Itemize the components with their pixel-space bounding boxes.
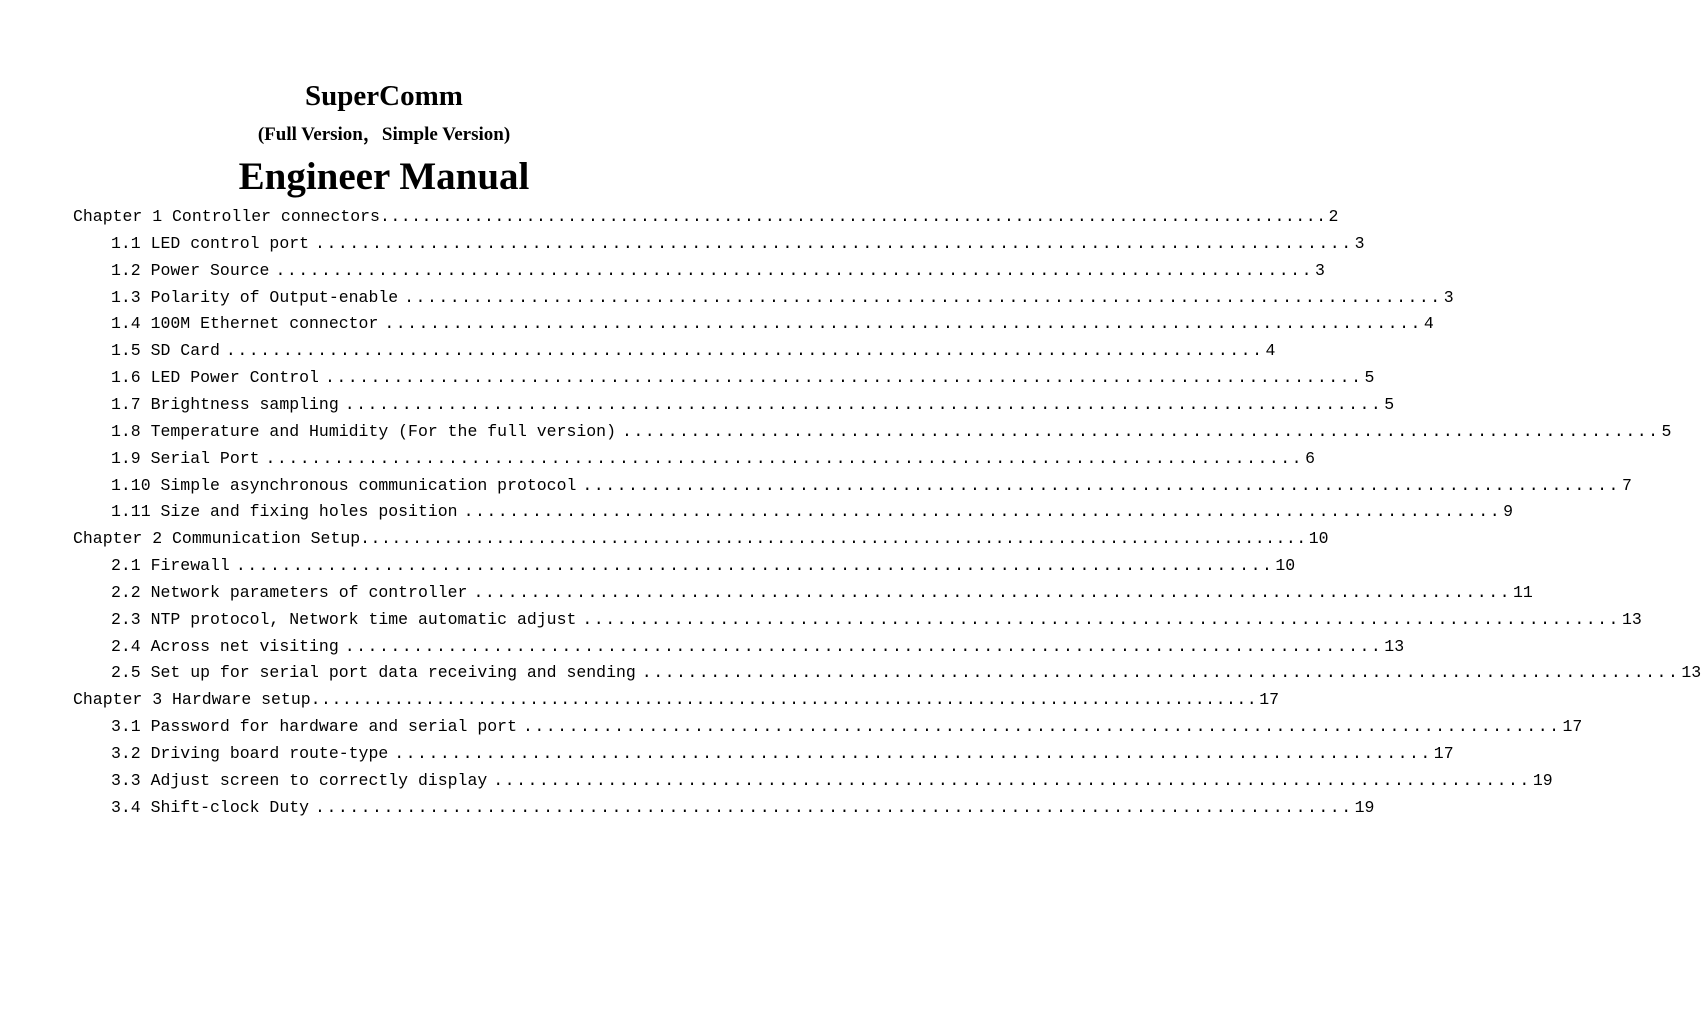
toc-dot-leader: ........................................................................................... [344,636,1383,656]
toc-page-number: 13 [1384,636,1405,656]
toc-page-number: 11 [1513,582,1533,602]
toc-page-number: 13 [1621,609,1642,629]
toc-entry-title: 1.4 100M Ethernet connector [111,314,379,334]
toc-page-number: 17 [1259,690,1279,710]
toc-section-entry[interactable] [111,552,1296,579]
toc-dot-leader: ........................................................................................... [265,448,1304,468]
toc-entry-title: Chapter 1 Controller connectors [73,207,380,226]
toc-dot-leader: ........................................................................................... [463,502,1502,522]
toc-page-number: 19 [1532,770,1553,790]
toc-dot-leader: ........................................................................................... [493,770,1531,790]
toc-entry-title: 1.8 Temperature and Humidity (For the full version) [111,421,616,441]
toc-entry-title: 3.4 Shift-clock Duty [111,797,310,817]
toc-dot-leader: ........................................................................................... [275,260,1313,280]
toc-section-entry[interactable] [111,794,1375,821]
toc-entry-title: Chapter 2 Communication Setup [73,529,361,549]
toc-page-number: 13 [1681,663,1701,683]
toc-page-number: 6 [1305,448,1315,468]
toc-section-entry[interactable] [111,579,1533,606]
toc-entry-title: 2.4 Across net visiting [111,636,339,656]
toc-section-entry[interactable] [111,391,1395,418]
toc-dot-leader: ........................................................................................... [641,663,1680,683]
toc-page-number: 10 [1275,556,1296,576]
toc-section-entry[interactable] [111,230,1365,257]
toc-page-number: 10 [1308,529,1329,549]
toc-entry-title: 2.1 Firewall [111,556,230,576]
toc-dot-leader: ........................................................................................... [473,582,1512,602]
toc-dot-leader: ........................................................................................... [225,341,1264,361]
toc-dot-leader: ........................................................................................... [379,207,1327,226]
toc-dot-leader: ........................................................................................... [360,529,1307,549]
toc-page-number: 7 [1621,475,1632,495]
toc-entry-title: 1.1 LED control port [111,233,310,253]
toc-page-number: 3 [1443,287,1454,307]
toc-dot-leader: ........................................................................................... [582,475,1620,495]
toc-section-entry[interactable] [111,337,1276,364]
toc-section-entry[interactable] [111,257,1325,284]
toc-chapter-entry[interactable] [73,686,1279,713]
toc-section-entry[interactable] [111,445,1315,472]
toc-entry-title: 1.7 Brightness sampling [111,394,339,414]
toc-dot-leader: ........................................................................................... [404,287,1442,307]
toc-entry-title: 1.5 SD Card [111,341,220,361]
toc-section-entry[interactable] [111,606,1642,633]
toc-page-number: 5 [1661,421,1672,441]
toc-dot-leader: ........................................................................................... [315,233,1353,253]
toc-entry-title: 1.9 Serial Port [111,448,260,468]
toc-page-number: 3 [1354,233,1365,253]
toc-page-number: 5 [1384,394,1395,414]
toc-dot-leader: ........................................................................................... [315,797,1353,817]
toc-dot-leader: ........................................................................................... [522,717,1561,737]
toc-section-entry[interactable] [111,284,1454,311]
toc-dot-leader: ........................................................................................... [324,368,1363,388]
toc-section-entry[interactable] [111,740,1454,767]
toc-section-entry[interactable] [111,498,1514,525]
toc-section-entry[interactable] [111,767,1553,794]
toc-entry-title: 3.2 Driving board route-type [111,744,389,763]
toc-dot-leader: ........................................................................................... [621,421,1660,441]
toc-page-number: 17 [1562,717,1583,737]
toc-page-number: 5 [1364,368,1375,388]
product-name: SuperComm [305,80,463,112]
toc-section-entry[interactable] [111,418,1672,445]
toc-entry-title: 1.2 Power Source [111,260,270,280]
toc-dot-leader: ........................................................................................... [235,556,1274,576]
toc-section-entry[interactable] [111,659,1701,686]
toc-entry-title: 1.6 LED Power Control [111,368,319,388]
toc-entry-title: 1.10 Simple asynchronous communication protocol [111,475,577,495]
toc-page-number: 9 [1503,502,1514,522]
toc-section-entry[interactable] [111,472,1632,499]
toc-section-entry[interactable] [111,633,1405,660]
toc-section-entry[interactable] [111,713,1583,740]
toc-entry-title: 2.2 Network parameters of controller [111,582,468,602]
toc-entry-title: 2.5 Set up for serial port data receiving and sending [111,663,636,683]
manual-title: Engineer Manual [238,155,530,198]
toc-dot-leader: ........................................................................................... [310,690,1258,710]
toc-page-number: 2 [1328,207,1339,226]
toc-section-entry[interactable] [111,364,1375,391]
toc-entry-title: 2.3 NTP protocol, Network time automatic adjust [111,609,577,629]
toc-page-number: 4 [1423,314,1434,334]
toc-entry-title: 1.11 Size and fixing holes position [111,502,458,522]
toc-section-entry[interactable] [111,310,1434,337]
toc-chapter-entry[interactable] [73,525,1329,552]
toc-entry-title: 3.1 Password for hardware and serial port [111,717,517,737]
toc-entry-title: 1.3 Polarity of Output-enable [111,287,399,307]
toc-entry-title: Chapter 3 Hardware setup [73,690,311,710]
toc-page-number: 3 [1314,260,1325,280]
toc-dot-leader: ........................................................................................... [582,609,1620,629]
toc-entry-title: 3.3 Adjust screen to correctly display [111,770,488,790]
toc-page-number: 19 [1354,797,1375,817]
toc-dot-leader: ........................................................................................... [394,744,1432,763]
toc-page-number: 4 [1265,341,1276,361]
version-subtitle: (Full Version，Simple Version) [257,124,511,145]
toc-page-number: 17 [1433,744,1454,763]
toc-dot-leader: ........................................................................................... [384,314,1422,334]
toc-chapter-entry[interactable] [73,203,1339,230]
toc-dot-leader: ........................................................................................... [344,394,1383,414]
